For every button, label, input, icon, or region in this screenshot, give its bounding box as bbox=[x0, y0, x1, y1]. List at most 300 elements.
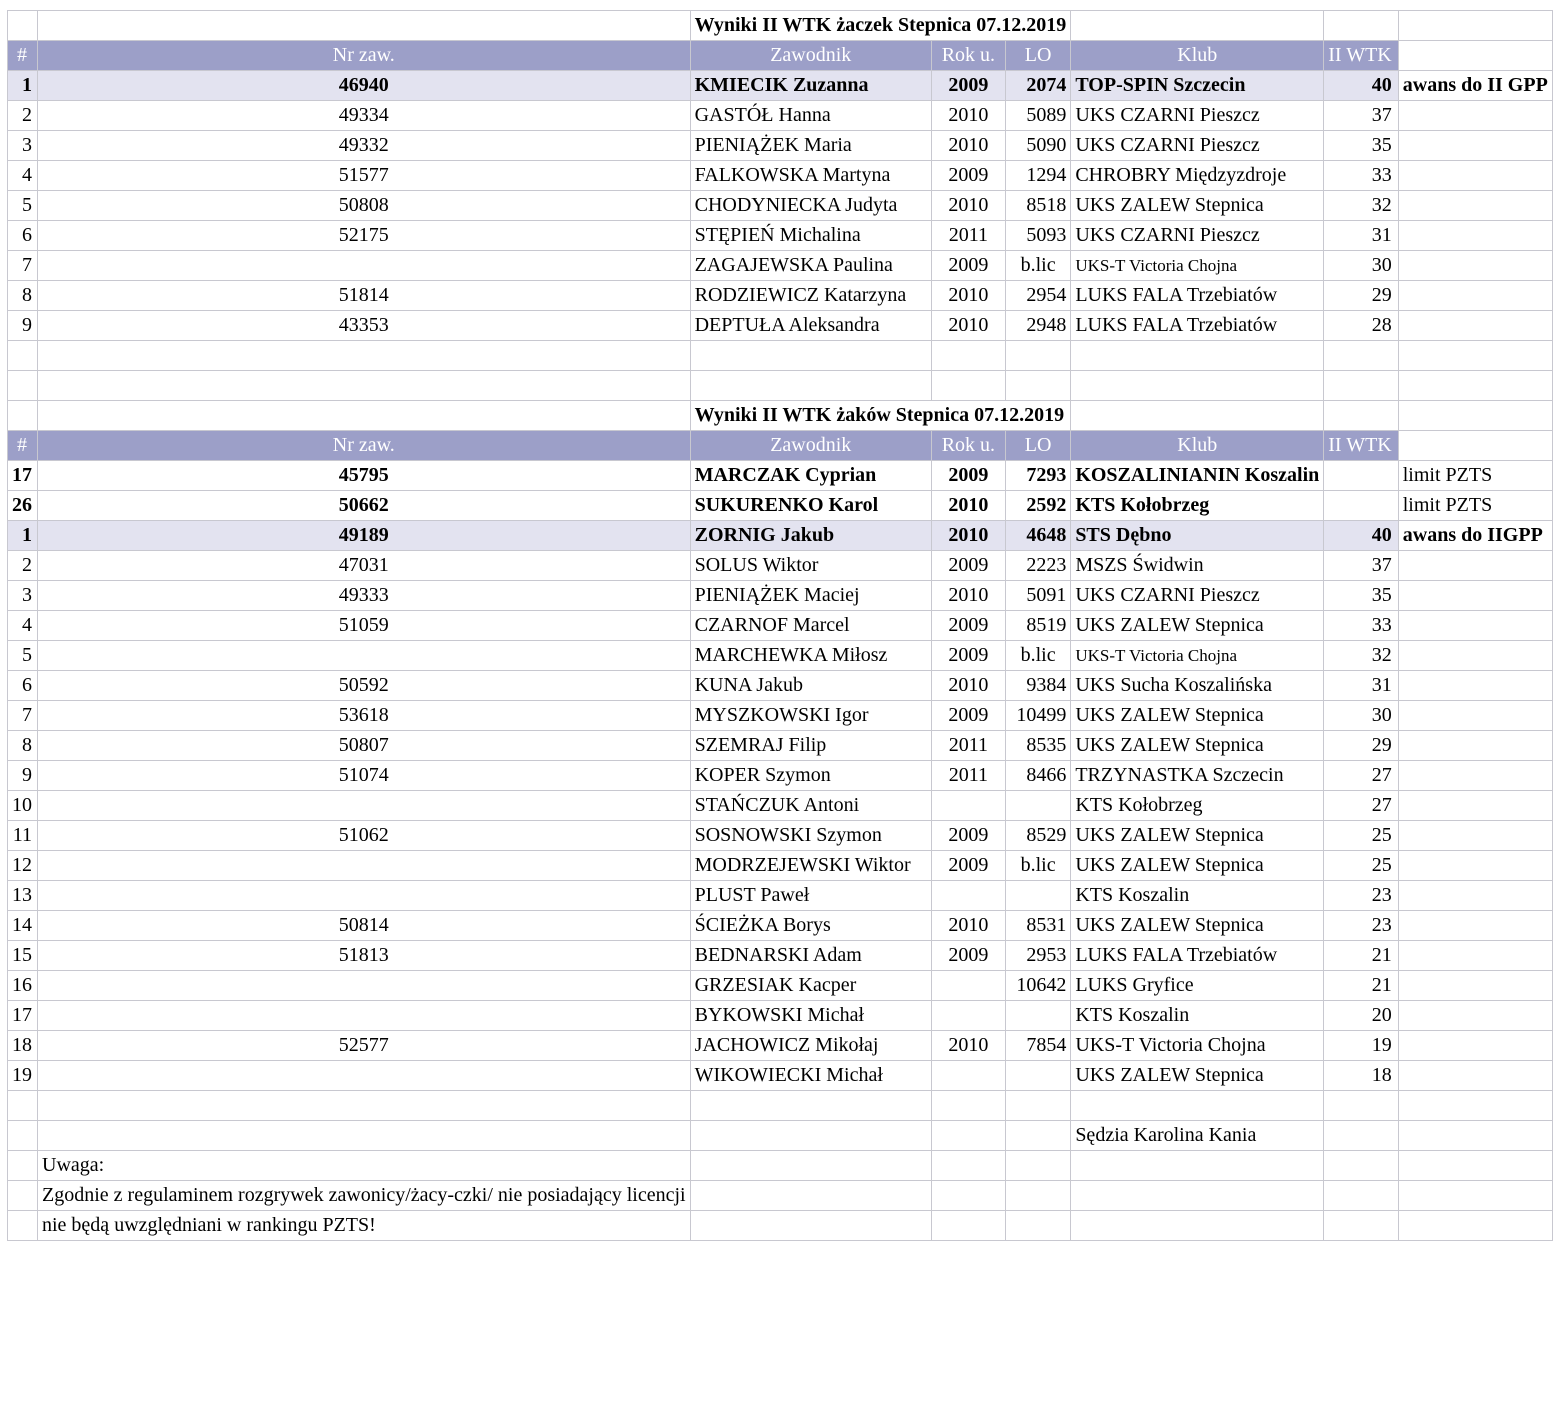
player-name-cell: ZAGAJEWSKA Paulina bbox=[690, 251, 931, 281]
empty-cell bbox=[1398, 1151, 1552, 1181]
header-club: Klub bbox=[1071, 41, 1324, 71]
birth-year-cell: 2011 bbox=[931, 761, 1005, 791]
licence-number-cell bbox=[38, 1001, 691, 1031]
note-text: nie będą uwzględniani w rankingu PZTS! bbox=[38, 1211, 691, 1241]
empty-cell bbox=[1071, 341, 1324, 371]
note-cell bbox=[1398, 761, 1552, 791]
birth-year-cell: 2009 bbox=[931, 611, 1005, 641]
empty-cell bbox=[8, 341, 38, 371]
table-row bbox=[8, 491, 1553, 521]
ranking-cell: 5090 bbox=[1005, 131, 1070, 161]
points-cell: 30 bbox=[1324, 251, 1399, 281]
player-name-cell: ŚCIEŻKA Borys bbox=[690, 911, 931, 941]
ranking-cell bbox=[1005, 1001, 1070, 1031]
points-cell: 31 bbox=[1324, 671, 1399, 701]
points-cell: 29 bbox=[1324, 281, 1399, 311]
club-cell: LUKS FALA Trzebiatów bbox=[1071, 311, 1324, 341]
ranking-cell: 5089 bbox=[1005, 101, 1070, 131]
header-points: II WTK bbox=[1324, 431, 1399, 461]
empty-cell bbox=[1005, 1181, 1070, 1211]
points-cell: 33 bbox=[1324, 161, 1399, 191]
empty-cell bbox=[38, 1121, 691, 1151]
ranking-cell: 2953 bbox=[1005, 941, 1070, 971]
table-row bbox=[8, 521, 1553, 551]
position-cell: 2 bbox=[8, 101, 38, 131]
table-row bbox=[8, 1061, 1553, 1091]
licence-number-cell bbox=[38, 971, 691, 1001]
licence-number-cell: 50592 bbox=[38, 671, 691, 701]
header-birth-year: Rok u. bbox=[931, 431, 1005, 461]
points-cell: 33 bbox=[1324, 611, 1399, 641]
note-cell: limit PZTS bbox=[1398, 491, 1552, 521]
ranking-cell: 8518 bbox=[1005, 191, 1070, 221]
note-cell bbox=[1398, 641, 1552, 671]
results-spreadsheet bbox=[7, 10, 1553, 1241]
table-row bbox=[8, 851, 1553, 881]
empty-cell bbox=[1398, 1121, 1552, 1151]
club-cell: TRZYNASTKA Szczecin bbox=[1071, 761, 1324, 791]
player-name-cell: MARCHEWKA Miłosz bbox=[690, 641, 931, 671]
ranking-cell bbox=[1005, 1061, 1070, 1091]
position-cell: 6 bbox=[8, 671, 38, 701]
birth-year-cell: 2009 bbox=[931, 701, 1005, 731]
table-row bbox=[8, 731, 1553, 761]
note-cell bbox=[1398, 311, 1552, 341]
points-cell: 18 bbox=[1324, 1061, 1399, 1091]
player-name-cell: PIENIĄŻEK Maciej bbox=[690, 581, 931, 611]
licence-number-cell: 49334 bbox=[38, 101, 691, 131]
position-cell: 19 bbox=[8, 1061, 38, 1091]
empty-cell bbox=[1005, 341, 1070, 371]
empty-cell bbox=[38, 401, 691, 431]
player-name-cell: SOSNOWSKI Szymon bbox=[690, 821, 931, 851]
player-name-cell: JACHOWICZ Mikołaj bbox=[690, 1031, 931, 1061]
table-row bbox=[8, 911, 1553, 941]
column-header-row bbox=[8, 41, 1553, 71]
club-cell: UKS ZALEW Stepnica bbox=[1071, 611, 1324, 641]
note-cell bbox=[1398, 191, 1552, 221]
licence-number-cell: 45795 bbox=[38, 461, 691, 491]
ranking-cell: 5093 bbox=[1005, 221, 1070, 251]
ranking-cell: 10499 bbox=[1005, 701, 1070, 731]
ranking-cell bbox=[1005, 881, 1070, 911]
header-player: Zawodnik bbox=[690, 41, 931, 71]
position-cell: 9 bbox=[8, 311, 38, 341]
birth-year-cell bbox=[931, 881, 1005, 911]
points-cell: 23 bbox=[1324, 911, 1399, 941]
position-cell: 16 bbox=[8, 971, 38, 1001]
ranking-cell: 7293 bbox=[1005, 461, 1070, 491]
club-cell: UKS ZALEW Stepnica bbox=[1071, 191, 1324, 221]
position-cell: 17 bbox=[8, 461, 38, 491]
empty-cell bbox=[1398, 401, 1552, 431]
empty-cell bbox=[1324, 11, 1399, 41]
birth-year-cell: 2009 bbox=[931, 941, 1005, 971]
header-position: # bbox=[8, 41, 38, 71]
table-row bbox=[8, 71, 1553, 101]
ranking-cell: b.lic bbox=[1005, 641, 1070, 671]
birth-year-cell: 2010 bbox=[931, 131, 1005, 161]
note-cell bbox=[1398, 551, 1552, 581]
points-cell bbox=[1324, 461, 1399, 491]
club-cell: UKS-T Victoria Chojna bbox=[1071, 251, 1324, 281]
birth-year-cell: 2010 bbox=[931, 191, 1005, 221]
club-cell: KTS Kołobrzeg bbox=[1071, 791, 1324, 821]
table-row bbox=[8, 1001, 1553, 1031]
birth-year-cell: 2010 bbox=[931, 1031, 1005, 1061]
ranking-cell: 2223 bbox=[1005, 551, 1070, 581]
player-name-cell: ZORNIG Jakub bbox=[690, 521, 931, 551]
empty-cell bbox=[8, 1151, 38, 1181]
position-cell: 5 bbox=[8, 641, 38, 671]
club-cell: UKS CZARNI Pieszcz bbox=[1071, 101, 1324, 131]
note-cell bbox=[1398, 971, 1552, 1001]
licence-number-cell: 50808 bbox=[38, 191, 691, 221]
club-cell: UKS Sucha Koszalińska bbox=[1071, 671, 1324, 701]
club-cell: UKS-T Victoria Chojna bbox=[1071, 1031, 1324, 1061]
position-cell: 8 bbox=[8, 281, 38, 311]
empty-cell bbox=[1005, 1211, 1070, 1241]
note-cell bbox=[1398, 851, 1552, 881]
empty-cell bbox=[1324, 1181, 1399, 1211]
empty-cell bbox=[1071, 1211, 1324, 1241]
empty-cell bbox=[8, 401, 38, 431]
player-name-cell: DEPTUŁA Aleksandra bbox=[690, 311, 931, 341]
licence-number-cell: 47031 bbox=[38, 551, 691, 581]
position-cell: 4 bbox=[8, 161, 38, 191]
table-row bbox=[8, 881, 1553, 911]
club-cell: UKS ZALEW Stepnica bbox=[1071, 731, 1324, 761]
empty-cell bbox=[38, 371, 691, 401]
table-row bbox=[8, 941, 1553, 971]
ranking-cell: b.lic bbox=[1005, 251, 1070, 281]
licence-number-cell bbox=[38, 881, 691, 911]
points-cell: 27 bbox=[1324, 791, 1399, 821]
empty-cell bbox=[1398, 341, 1552, 371]
player-name-cell: KUNA Jakub bbox=[690, 671, 931, 701]
ranking-cell: 8519 bbox=[1005, 611, 1070, 641]
column-header-row bbox=[8, 431, 1553, 461]
birth-year-cell bbox=[931, 1001, 1005, 1031]
note-cell bbox=[1398, 881, 1552, 911]
empty-cell bbox=[931, 1151, 1005, 1181]
empty-cell bbox=[1398, 1211, 1552, 1241]
birth-year-cell: 2010 bbox=[931, 491, 1005, 521]
empty-cell bbox=[1324, 1091, 1399, 1121]
empty-cell bbox=[38, 341, 691, 371]
note-cell bbox=[1398, 161, 1552, 191]
position-cell: 3 bbox=[8, 581, 38, 611]
player-name-cell: MODRZEJEWSKI Wiktor bbox=[690, 851, 931, 881]
points-cell: 25 bbox=[1324, 851, 1399, 881]
note-cell: limit PZTS bbox=[1398, 461, 1552, 491]
points-cell: 21 bbox=[1324, 941, 1399, 971]
ranking-cell: 2948 bbox=[1005, 311, 1070, 341]
position-cell: 7 bbox=[8, 701, 38, 731]
note-text: Zgodnie z regulaminem rozgrywek zawonicy/żacy-czki/ nie posiadający licencji bbox=[38, 1181, 691, 1211]
empty-cell bbox=[1398, 431, 1552, 461]
position-cell: 9 bbox=[8, 761, 38, 791]
club-cell: UKS ZALEW Stepnica bbox=[1071, 1061, 1324, 1091]
section-title-row bbox=[8, 11, 1553, 41]
section-title: Wyniki II WTK żaków Stepnica 07.12.2019 bbox=[690, 401, 1071, 431]
empty-cell bbox=[1005, 1091, 1070, 1121]
points-cell: 20 bbox=[1324, 1001, 1399, 1031]
empty-cell bbox=[1324, 1151, 1399, 1181]
note-cell bbox=[1398, 251, 1552, 281]
table-row bbox=[8, 251, 1553, 281]
empty-cell bbox=[931, 1091, 1005, 1121]
ranking-cell: 10642 bbox=[1005, 971, 1070, 1001]
empty-cell bbox=[1398, 371, 1552, 401]
ranking-cell: 8529 bbox=[1005, 821, 1070, 851]
table-row bbox=[8, 551, 1553, 581]
empty-cell bbox=[8, 1211, 38, 1241]
position-cell: 18 bbox=[8, 1031, 38, 1061]
note-label-row bbox=[8, 1151, 1553, 1181]
player-name-cell: BEDNARSKI Adam bbox=[690, 941, 931, 971]
note-cell bbox=[1398, 1061, 1552, 1091]
empty-cell bbox=[1071, 401, 1324, 431]
table-row bbox=[8, 821, 1553, 851]
licence-number-cell: 50807 bbox=[38, 731, 691, 761]
club-cell: LUKS Gryfice bbox=[1071, 971, 1324, 1001]
club-cell: UKS ZALEW Stepnica bbox=[1071, 851, 1324, 881]
header-position: # bbox=[8, 431, 38, 461]
ranking-cell: b.lic bbox=[1005, 851, 1070, 881]
position-cell: 17 bbox=[8, 1001, 38, 1031]
empty-cell bbox=[690, 341, 931, 371]
ranking-cell: 8531 bbox=[1005, 911, 1070, 941]
empty-cell bbox=[1071, 1151, 1324, 1181]
table-row bbox=[8, 221, 1553, 251]
empty-cell bbox=[38, 1091, 691, 1121]
club-cell: KTS Kołobrzeg bbox=[1071, 491, 1324, 521]
note-cell: awans do II GPP bbox=[1398, 71, 1552, 101]
empty-cell bbox=[1071, 1091, 1324, 1121]
empty-cell bbox=[8, 1121, 38, 1151]
empty-cell bbox=[1324, 341, 1399, 371]
empty-cell bbox=[1398, 11, 1552, 41]
birth-year-cell bbox=[931, 791, 1005, 821]
note-cell bbox=[1398, 1031, 1552, 1061]
table-row bbox=[8, 101, 1553, 131]
position-cell: 3 bbox=[8, 131, 38, 161]
points-cell: 32 bbox=[1324, 641, 1399, 671]
ranking-cell: 8466 bbox=[1005, 761, 1070, 791]
club-cell: KTS Koszalin bbox=[1071, 1001, 1324, 1031]
empty-cell bbox=[1398, 41, 1552, 71]
club-cell: TOP-SPIN Szczecin bbox=[1071, 71, 1324, 101]
position-cell: 26 bbox=[8, 491, 38, 521]
empty-cell bbox=[8, 1091, 38, 1121]
club-cell: LUKS FALA Trzebiatów bbox=[1071, 941, 1324, 971]
licence-number-cell: 52175 bbox=[38, 221, 691, 251]
ranking-cell: 9384 bbox=[1005, 671, 1070, 701]
position-cell: 6 bbox=[8, 221, 38, 251]
header-birth-year: Rok u. bbox=[931, 41, 1005, 71]
table-row bbox=[8, 791, 1553, 821]
club-cell: LUKS FALA Trzebiatów bbox=[1071, 281, 1324, 311]
licence-number-cell: 51577 bbox=[38, 161, 691, 191]
points-cell: 27 bbox=[1324, 761, 1399, 791]
judge-row bbox=[8, 1121, 1553, 1151]
empty-row bbox=[8, 1091, 1553, 1121]
position-cell: 12 bbox=[8, 851, 38, 881]
empty-cell bbox=[931, 1121, 1005, 1151]
birth-year-cell: 2009 bbox=[931, 641, 1005, 671]
licence-number-cell: 51062 bbox=[38, 821, 691, 851]
empty-cell bbox=[690, 1211, 931, 1241]
ranking-cell: 5091 bbox=[1005, 581, 1070, 611]
note-cell bbox=[1398, 911, 1552, 941]
empty-cell bbox=[8, 1181, 38, 1211]
club-cell: STS Dębno bbox=[1071, 521, 1324, 551]
birth-year-cell: 2010 bbox=[931, 101, 1005, 131]
club-cell: KOSZALINIANIN Koszalin bbox=[1071, 461, 1324, 491]
table-row bbox=[8, 461, 1553, 491]
licence-number-cell: 52577 bbox=[38, 1031, 691, 1061]
player-name-cell: WIKOWIECKI Michał bbox=[690, 1061, 931, 1091]
licence-number-cell: 50814 bbox=[38, 911, 691, 941]
position-cell: 4 bbox=[8, 611, 38, 641]
licence-number-cell bbox=[38, 851, 691, 881]
licence-number-cell: 51813 bbox=[38, 941, 691, 971]
club-cell: UKS CZARNI Pieszcz bbox=[1071, 131, 1324, 161]
club-cell: UKS ZALEW Stepnica bbox=[1071, 821, 1324, 851]
licence-number-cell bbox=[38, 1061, 691, 1091]
position-cell: 15 bbox=[8, 941, 38, 971]
birth-year-cell: 2009 bbox=[931, 821, 1005, 851]
empty-cell bbox=[690, 1181, 931, 1211]
header-club: Klub bbox=[1071, 431, 1324, 461]
note-cell bbox=[1398, 281, 1552, 311]
empty-cell bbox=[1005, 371, 1070, 401]
position-cell: 2 bbox=[8, 551, 38, 581]
licence-number-cell: 50662 bbox=[38, 491, 691, 521]
header-points: II WTK bbox=[1324, 41, 1399, 71]
club-cell: KTS Koszalin bbox=[1071, 881, 1324, 911]
licence-number-cell: 49189 bbox=[38, 521, 691, 551]
birth-year-cell: 2011 bbox=[931, 221, 1005, 251]
club-cell: UKS-T Victoria Chojna bbox=[1071, 641, 1324, 671]
position-cell: 7 bbox=[8, 251, 38, 281]
empty-cell bbox=[8, 11, 38, 41]
note-cell bbox=[1398, 671, 1552, 701]
note-cell bbox=[1398, 131, 1552, 161]
birth-year-cell: 2010 bbox=[931, 911, 1005, 941]
header-licence-number: Nr zaw. bbox=[38, 431, 691, 461]
points-cell: 40 bbox=[1324, 71, 1399, 101]
empty-cell bbox=[931, 341, 1005, 371]
birth-year-cell bbox=[931, 1061, 1005, 1091]
points-cell: 29 bbox=[1324, 731, 1399, 761]
empty-cell bbox=[1398, 1181, 1552, 1211]
player-name-cell: KOPER Szymon bbox=[690, 761, 931, 791]
section-title: Wyniki II WTK żaczek Stepnica 07.12.2019 bbox=[690, 11, 1071, 41]
ranking-cell: 2954 bbox=[1005, 281, 1070, 311]
empty-cell bbox=[1005, 1151, 1070, 1181]
club-cell: UKS CZARNI Pieszcz bbox=[1071, 581, 1324, 611]
licence-number-cell bbox=[38, 251, 691, 281]
empty-cell bbox=[931, 371, 1005, 401]
birth-year-cell: 2009 bbox=[931, 551, 1005, 581]
player-name-cell: SUKURENKO Karol bbox=[690, 491, 931, 521]
empty-cell bbox=[1071, 1181, 1324, 1211]
note-cell bbox=[1398, 821, 1552, 851]
header-ranking: LO bbox=[1005, 431, 1070, 461]
empty-cell bbox=[1071, 371, 1324, 401]
ranking-cell: 7854 bbox=[1005, 1031, 1070, 1061]
table-row bbox=[8, 161, 1553, 191]
birth-year-cell: 2010 bbox=[931, 521, 1005, 551]
ranking-cell: 4648 bbox=[1005, 521, 1070, 551]
licence-number-cell bbox=[38, 641, 691, 671]
table-row bbox=[8, 1031, 1553, 1061]
position-cell: 1 bbox=[8, 71, 38, 101]
table-row bbox=[8, 611, 1553, 641]
empty-cell bbox=[1324, 1121, 1399, 1151]
birth-year-cell: 2010 bbox=[931, 671, 1005, 701]
empty-cell bbox=[931, 1211, 1005, 1241]
ranking-cell: 2074 bbox=[1005, 71, 1070, 101]
table-row bbox=[8, 641, 1553, 671]
points-cell: 30 bbox=[1324, 701, 1399, 731]
player-name-cell: MYSZKOWSKI Igor bbox=[690, 701, 931, 731]
judge-signature: Sędzia Karolina Kania bbox=[1071, 1121, 1324, 1151]
table-row bbox=[8, 311, 1553, 341]
note-cell bbox=[1398, 701, 1552, 731]
club-cell: UKS ZALEW Stepnica bbox=[1071, 701, 1324, 731]
points-cell: 19 bbox=[1324, 1031, 1399, 1061]
points-cell: 40 bbox=[1324, 521, 1399, 551]
birth-year-cell bbox=[931, 971, 1005, 1001]
birth-year-cell: 2009 bbox=[931, 251, 1005, 281]
table-row bbox=[8, 581, 1553, 611]
position-cell: 8 bbox=[8, 731, 38, 761]
note-cell bbox=[1398, 731, 1552, 761]
note-cell: awans do IIGPP bbox=[1398, 521, 1552, 551]
points-cell: 37 bbox=[1324, 101, 1399, 131]
birth-year-cell: 2009 bbox=[931, 71, 1005, 101]
empty-cell bbox=[1324, 371, 1399, 401]
table-row bbox=[8, 971, 1553, 1001]
licence-number-cell: 51074 bbox=[38, 761, 691, 791]
licence-number-cell: 43353 bbox=[38, 311, 691, 341]
birth-year-cell: 2010 bbox=[931, 581, 1005, 611]
ranking-cell: 2592 bbox=[1005, 491, 1070, 521]
note-cell bbox=[1398, 581, 1552, 611]
points-cell: 35 bbox=[1324, 581, 1399, 611]
player-name-cell: BYKOWSKI Michał bbox=[690, 1001, 931, 1031]
ranking-cell bbox=[1005, 791, 1070, 821]
empty-cell bbox=[1005, 1121, 1070, 1151]
ranking-cell: 8535 bbox=[1005, 731, 1070, 761]
empty-cell bbox=[1398, 1091, 1552, 1121]
player-name-cell: STAŃCZUK Antoni bbox=[690, 791, 931, 821]
position-cell: 14 bbox=[8, 911, 38, 941]
licence-number-cell: 53618 bbox=[38, 701, 691, 731]
player-name-cell: CHODYNIECKA Judyta bbox=[690, 191, 931, 221]
points-cell bbox=[1324, 491, 1399, 521]
position-cell: 10 bbox=[8, 791, 38, 821]
birth-year-cell: 2011 bbox=[931, 731, 1005, 761]
empty-cell bbox=[1324, 401, 1399, 431]
player-name-cell: SOLUS Wiktor bbox=[690, 551, 931, 581]
player-name-cell: KMIECIK Zuzanna bbox=[690, 71, 931, 101]
player-name-cell: FALKOWSKA Martyna bbox=[690, 161, 931, 191]
points-cell: 35 bbox=[1324, 131, 1399, 161]
